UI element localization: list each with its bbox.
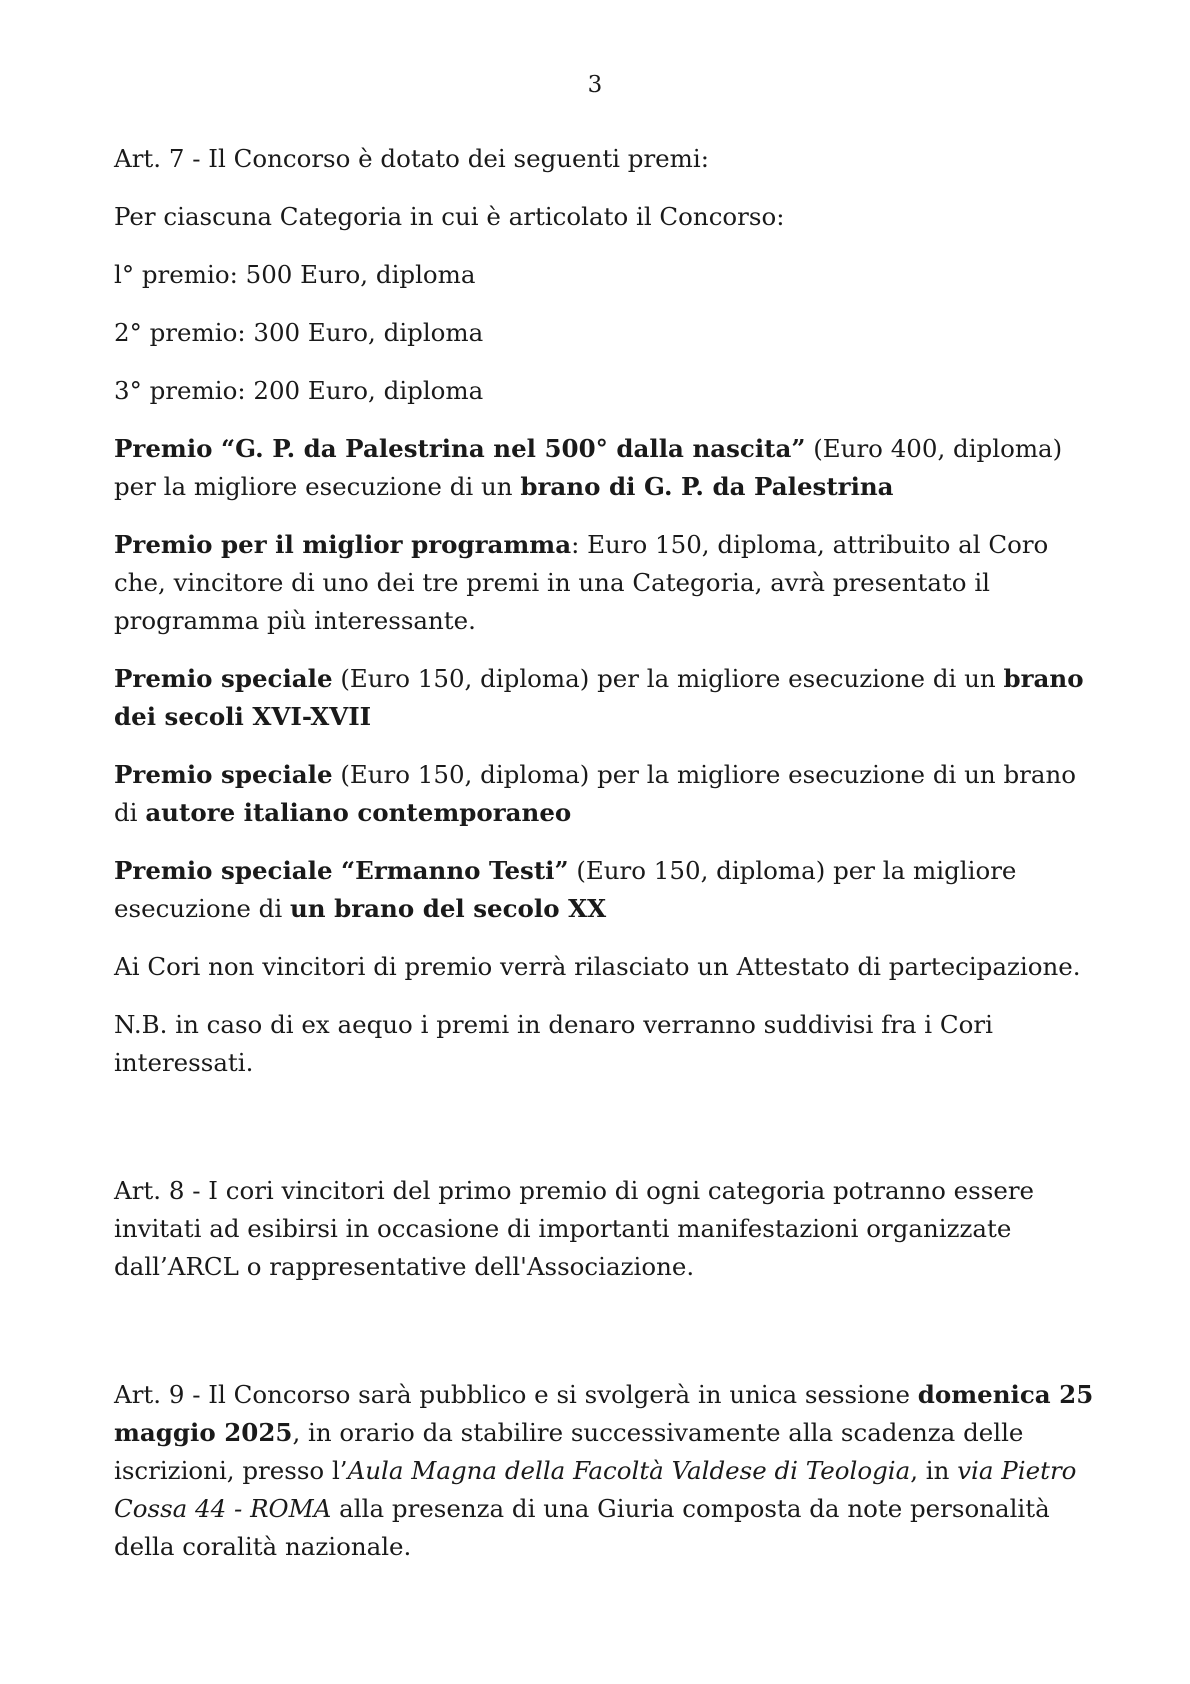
page-number: 3 [587,72,603,98]
prize-speciale-1-subject: brano dei secoli XVI-XVII [114,664,1084,731]
art9-venue: Aula Magna della Facoltà Valdese di Teologia [347,1456,911,1485]
prize-speciale-3-text: (Euro 150, diploma) per la migliore esecuzione di [114,856,1017,923]
prize-speciale-1 [114,660,1104,736]
section-spacer [114,1306,1104,1376]
prize-speciale-1-text: (Euro 150, diploma) per la migliore esecuzione di un [332,664,1004,693]
art9-part4: alla presenza di una Giuria composta da note personalità della coralità nazionale. [114,1494,1050,1561]
nb-note: N.B. in caso di ex aequo i premi in denaro verranno suddivisi fra i Cori interessati. [114,1010,993,1077]
art8-text: Art. 8 - I cori vincitori del primo premio di ogni categoria potranno essere invitati ad esibirsi in occasione di importanti manifestazioni organizzate dall’ARCL o rappresentative dell'Associazione. [114,1176,1035,1281]
prize-speciale-2-subject: autore italiano contemporaneo [145,798,572,827]
prize-programma [114,526,1104,640]
art9-date: domenica 25 maggio 2025 [114,1380,1094,1447]
document-body [114,140,1104,1586]
art9-part1: Art. 9 - Il Concorso sarà pubblico e si svolgerà in unica sessione [114,1380,918,1409]
prize-palestrina-text: (Euro 400, diploma) per la migliore esecuzione di un [114,434,1063,501]
art7-intro: Art. 7 - Il Concorso è dotato dei seguenti premi: [114,144,709,173]
prize-speciale-1-title: Premio speciale [114,664,333,693]
prize-speciale-3-title: Premio speciale “Ermanno Testi” [114,856,569,885]
attestato-note: Ai Cori non vincitori di premio verrà rilasciato un Attestato di partecipazione. [114,952,1081,981]
art9-address: via Pietro Cossa 44 - ROMA [114,1456,1077,1523]
prize-speciale-3-subject: un brano del secolo XX [289,894,607,923]
prize-palestrina-subject: brano di G. P. da Palestrina [520,472,894,501]
prize-programma-title: Premio per il miglior programma [114,530,572,559]
prize-third: 3° premio: 200 Euro, diploma [114,376,484,405]
prize-speciale-2 [114,756,1104,832]
art9-part2: , in orario da stabilire successivamente alla scadenza delle iscrizioni, presso l’ [114,1418,1024,1485]
art7-per-category: Per ciascuna Categoria in cui è articolato il Concorso: [114,202,785,231]
prize-speciale-2-title: Premio speciale [114,760,333,789]
prize-first: l° premio: 500 Euro, diploma [114,260,476,289]
prize-palestrina [114,430,1104,506]
prize-speciale-3 [114,852,1104,928]
prize-palestrina-title: Premio “G. P. da Palestrina nel 500° dalla nascita” [114,434,806,463]
section-spacer [114,1102,1104,1172]
art9-part3: , in [910,1456,958,1485]
art9-text [114,1376,1104,1566]
prize-speciale-2-text: (Euro 150, diploma) per la migliore esecuzione di un brano di [114,760,1077,827]
prize-programma-text: : Euro 150, diploma, attribuito al Coro che, vincitore di uno dei tre premi in una Categoria, avrà presentato il programma più interessante. [114,530,1049,635]
prize-second: 2° premio: 300 Euro, diploma [114,318,484,347]
